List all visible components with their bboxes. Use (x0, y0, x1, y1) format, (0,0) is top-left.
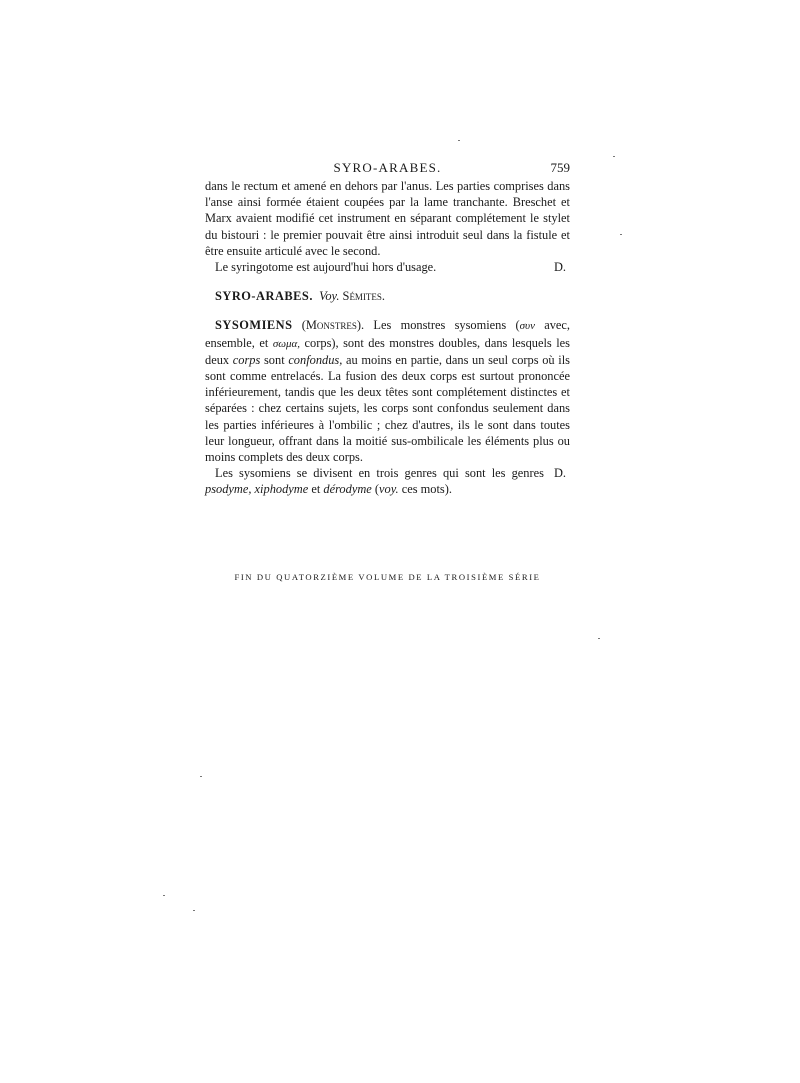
text-run: sont (260, 352, 289, 367)
text-run: corps), sont des monstres doubles, dans lesquels les deux (205, 335, 570, 367)
text-run: avec, ensemble, et (205, 318, 571, 350)
entry-headword: SYSOMIENS (215, 318, 293, 333)
greek-word: σωμα, (272, 337, 301, 350)
scan-speck (598, 638, 600, 639)
cross-reference: Sémites. (342, 289, 386, 304)
entry-continuation (205, 178, 570, 275)
text-body (205, 178, 570, 498)
author-signature: D. (553, 260, 566, 275)
emphasis: confondus, (288, 352, 343, 367)
author-signature: D. (553, 466, 566, 481)
paragraph-text (205, 465, 544, 497)
emphasis: dérodyme (323, 482, 372, 497)
scan-speck (458, 140, 460, 141)
entry-syro-arabes (205, 288, 570, 304)
entry-headword: SYRO-ARABES. (215, 289, 313, 304)
text-run: ces mots). (398, 482, 452, 497)
entry-sysomiens (205, 317, 570, 497)
text-run: au moins en partie, dans un seul corps où ils sont comme entrelacés. La fusion des deux corps est surtout prononcée inférieurement, tandis que les deux têtes sont complétement distinctes et séparées : chez certains sujets, les corps sont confondus seulement dans les parties inférieures à l'ombilic ; chez d'autres, ils le sont dans toutes leur longueur, offrant dans la moitié sus-ombilicale les éléments plus ou moins complets des deux corps. (205, 352, 571, 465)
scan-speck (620, 234, 622, 235)
paragraph-signed (205, 259, 570, 275)
paragraph (205, 317, 570, 465)
book-page (205, 0, 570, 1083)
emphasis: voy. (379, 482, 399, 497)
paragraph: dans le rectum et amené en dehors par l'anus. Les parties comprises dans l'anse ainsi formée étaient coupées par la lame tranchante. Breschet et Marx avaient modifié cet instrument en séparant complétement le stylet du bistouri : le premier pouvait être ainsi introduit seul dans la fistule et être ensuite articulé avec le second. (205, 179, 570, 258)
scan-speck (200, 776, 202, 777)
running-head (205, 160, 570, 180)
text-run: ( (371, 482, 380, 497)
paragraph-signed (205, 465, 570, 497)
page-number: 759 (550, 160, 570, 175)
emphasis: psodyme, xiphodyme (205, 482, 309, 497)
closing-line: FIN DU QUATORZIÈME VOLUME DE LA TROISIÈME SÉRIE (234, 572, 541, 582)
scan-speck (613, 156, 615, 157)
entry-qualifier: (Monstres). (301, 318, 365, 333)
running-title: SYRO-ARABES. (333, 160, 442, 175)
scan-speck (193, 910, 195, 911)
paragraph-text: Le syringotome est aujourd'hui hors d'usage. (215, 260, 437, 275)
emphasis: corps (232, 352, 261, 367)
text-run: Les monstres sysomiens ( (373, 318, 520, 333)
see-reference: Voy. (319, 289, 340, 304)
text-run: Les sysomiens se divisent en trois genres qui sont les genres (215, 466, 544, 481)
scan-speck (163, 895, 165, 896)
greek-word: συν (519, 320, 535, 333)
text-run: et (308, 482, 324, 497)
